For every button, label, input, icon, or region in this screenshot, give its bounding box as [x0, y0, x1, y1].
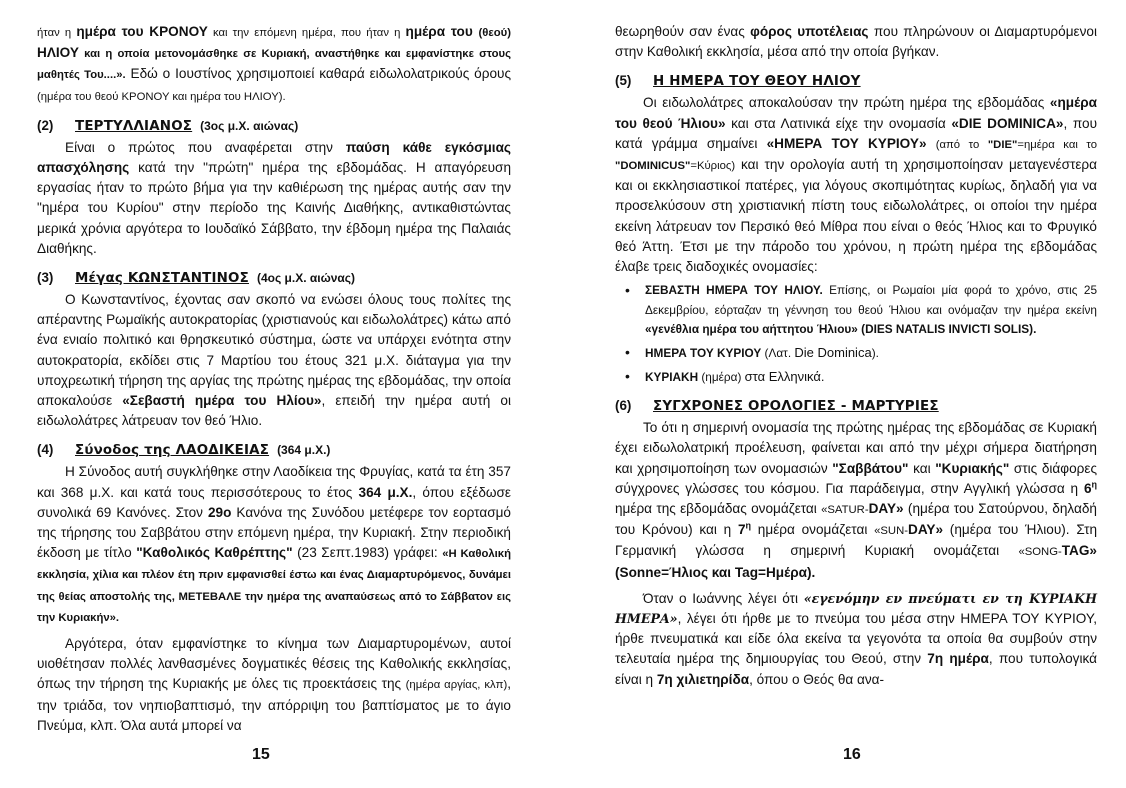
section-5-paragraph: Οι ειδωλολάτρες αποκαλούσαν την πρώτη ημέρα της εβδομάδας «ημέρα του θεού Ήλιου» και στα Λατινικά είχε την ονομασία «DIE DOMINICA», που κατά γράμμα σημαίνει «ΗΜΕΡΑ ΤΟΥ ΚΥΡΙΟΥ» (από το "DIE"=ημέρα και το "DOMINICUS"=Κύριος) και την ορολογία αυτή τη χρησιμοποίησαν μεταγενέστερα και οι εκκλησιαστικοί πατέρες, για λόγους σκοπιμότητας κυρίως, δηλαδή για να προσελκύσουν στη χριστιανική πίστη τους ειδωλολάτρες, οι οποίοι την ημέρα εκείνη λάτρευαν τον Περσικό θεό Μίθρα που είναι ο θεός Ήλιος και το Φρυγικό θεό Άττη. Έτσι με την πάροδο του χρόνου, η πρώτη ημέρα της εβδομάδας έλαβε τρεις διαδοχικές ονομασίες: — [615, 95, 1098, 275]
page-number-right: 16 — [843, 746, 861, 763]
section-heading-3: (3) Μέγας ΚΩΝΣΤΑΝΤΙΝΟΣ (4ος μ.Χ. αιώνας) — [37, 270, 356, 287]
section-3-paragraph: Ο Κωνσταντίνος, έχοντας σαν σκοπό να ενώσει όλους τους πολίτες της απέραντης Ρωμαϊκής αυτοκρατορίας (χριστιανούς και ειδωλολάτρες) κάτω από ένα ενιαίο πολιτικό και θρησκευτικό σύστημα, ώστε να υπάρχει ενότητα στην αυτοκρατορία, εκδίδει στις 7 Μαρτίου του έτους 321 μ.Χ. διάταγμα για την υποχρεωτική τήρηση της αργίας της πρώτης ημέρας της εβδομάδας, την οποία αποκαλούσε «Σεβαστή ημέρα του Ηλίου», επειδή την ημέρα αυτή οι ειδωλολάτρες λάτρευαν τον θεό Ήλιο. — [37, 292, 511, 429]
section-2-paragraph: Είναι ο πρώτος που αναφέρεται στην παύση κάθε εγκόσμιας απασχόλησης κατά την "πρώτη" ημέρα της εβδομάδας. Η απαγόρευση εργασίας ήταν το πρώτο βήμα για την καθιέρωση της ημέρας αυτής σαν την "ημέρα του Κυρίου" στην περίοδο της Καινής Διαθήκης, αντικαθιστώντας μερικά χρόνια αργότερα το Ιουδαϊκό Σάββατο, την έβδομη ημέρα της Παλαιάς Διαθήκης. — [37, 139, 511, 256]
names-list — [623, 281, 1097, 387]
right-page — [615, 22, 1097, 690]
left-intro-paragraph: ήταν η ημέρα του ΚΡΟΝΟΥ και την επόμενη ημέρα, που ήταν η ημέρα του (θεού) ΗΛΙΟΥ και η οποία μετονομάσθηκε σε Κυριακή, αναστήθηκε και εμφανίστηκε στους μαθητές Του....». Εδώ ο Ιουστίνος χρησιμοποιεί καθαρά ειδωλολατρικούς όρους (ημέρα του θεού ΚΡΟΝΟΥ και ημέρα του ΗΛΙΟΥ). — [37, 24, 511, 103]
list-item: • ΗΜΕΡΑ ΤΟΥ ΚΥΡΙΟΥ (Λατ. Die Dominica). — [623, 343, 1097, 364]
left-page — [37, 22, 511, 736]
list-item: • ΚΥΡΙΑΚΗ (ημέρα) στα Ελληνικά. — [623, 367, 1097, 388]
section-6-paragraph-2: Όταν ο Ιωάννης λέγει ότι «εγενόμην εν πνεύματι εν τη ΚΥΡΙΑΚΗ ΗΜΕΡΑ», λέγει ότι ήρθε με το πνεύμα του μέσα στην ΗΜΕΡΑ ΤΟΥ ΚΥΡΙΟΥ, ήρθε πνευματικά και είδε όλα εκείνα τα γεγονότα τα οποία θα συμβούν στην τελευταία ημέρα της δημιουργίας του Θεού, στην 7η ημέρα, που τυπολογικά είναι η 7η χιλιετηρίδα, όπου ο Θεός θα ανα- — [615, 590, 1097, 687]
section-6-paragraph: Το ότι η σημερινή ονομασία της πρώτης ημέρας της εβδομάδας σε Κυριακή έχει ειδωλολατρική προέλευση, φαίνεται και από την μέχρι σήμερα διατήρηση και χρησιμοποίηση των ονομασιών "Σαββάτου" και "Κυριακής" στις διάφορες σύγχρονες γλώσσες του κόσμου. Για παράδειγμα, στην Αγγλική γλώσσα η $6^\eta$ ημέρα της εβδομάδας ονομάζεται «SATUR-DAY» (ημέρα του Σατούρνου, δηλαδή του Κρόνου) και η $7^\eta$ ημέρα ονομάζεται «SUN-DAY» (ημέρα του Ήλιου). Στη Γερμανική γλώσσα η σημερινή Κυριακή ονομάζεται «SONG-TAG» (Sonne=Ήλιος και Tag=Ημέρα). — [615, 420, 1098, 580]
right-intro-paragraph: θεωρηθούν σαν ένας φόρος υποτέλειας που πληρώνουν οι Διαμαρτυρόμενοι στην Καθολική εκκλησία, μέσα από την οποία βγήκαν. — [615, 24, 1097, 60]
section-heading-4: (4) Σύνοδος της ΛΑΟΔΙΚΕΙΑΣ (364 μ.Χ.) — [37, 442, 331, 459]
section-heading-2: (2) ΤΕΡΤΥΛΛΙΑΝΟΣ (3ος μ.Χ. αιώνας) — [37, 117, 299, 134]
section-heading-6: (6) ΣΥΓΧΡΟΝΕΣ ΟΡΟΛΟΓΙΕΣ - ΜΑΡΤΥΡΙΕΣ — [615, 398, 939, 415]
section-4-paragraph-2: Αργότερα, όταν εμφανίστηκε το κίνημα των Διαμαρτυρομένων, αυτοί υιοθέτησαν πολλές λανθασμένες δογματικές θέσεις της Καθολικής εκκλησίας, όπως την τήρηση της Κυριακής με όλες τις προεκτάσεις της (ημέρα αργίας, κλπ), την τριάδα, τον νηπιοβαπτισμό, την απόρριψη του βαπτίσματος με το άγιο Πνεύμα, κλπ. Όλα αυτά μπορεί να — [37, 636, 511, 733]
list-item: • ΣΕΒΑΣΤΗ ΗΜΕΡΑ ΤΟΥ ΗΛΙΟΥ. Επίσης, οι Ρωμαίοι μία φορά το χρόνο, στις 25 Δεκεμβρίου, εόρταζαν τη γέννηση του θεού Ήλιου και ονόμαζαν την ημέρα εκείνη «γενέθλια ημέρα του αήττητου Ήλιου» (DIES NATALIS INVICTI SOLIS). — [623, 281, 1097, 340]
page-number-left: 15 — [252, 746, 270, 763]
section-heading-5: (5) Η ΗΜΕΡΑ ΤΟΥ ΘΕΟΥ ΗΛΙΟΥ — [615, 73, 861, 90]
section-4-paragraph: Η Σύνοδος αυτή συγκλήθηκε στην Λαοδίκεια της Φρυγίας, κατά τα έτη 357 και 368 μ.Χ. και κατά τους περισσότερους το έτος 364 μ.Χ., όπου εξέδωσε συνολικά 69 Κανόνες. Στον 29ο Κανόνα της Συνόδου μετέφερε τον εορτασμό της τήρησης του Σαββάτου στην επόμενη ημέρα, την Κυριακή. Στην περιοδική έκδοση με τίτλο "Καθολικός Καθρέπτης" (23 Σεπτ.1983) γράφει: «Η Καθολική εκκλησία, χίλια και πλέον έτη πριν εμφανισθεί έστω και ένας Διαμαρτυρόμενος, δυνάμει της θείας αποστολής της, ΜΕΤΕΒΑΛΕ την ημέρα της αναπαύσεως από το Σάββατον εις την Κυριακήν». — [37, 464, 511, 624]
